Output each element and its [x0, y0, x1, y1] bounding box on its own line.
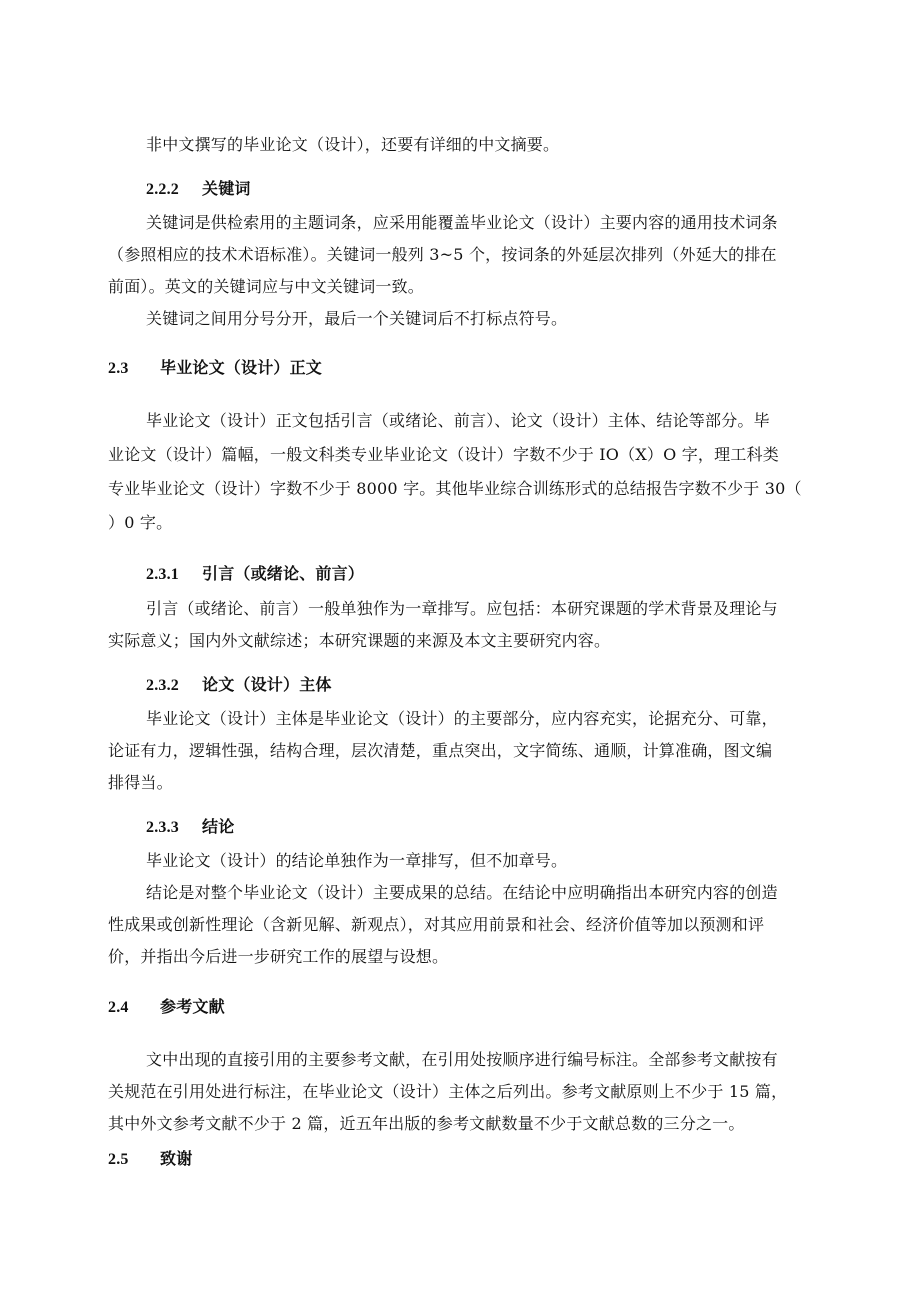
section-heading [108, 1148, 192, 1171]
section-heading [146, 178, 251, 201]
paragraph-line: 排得当。 [108, 773, 173, 792]
paragraph-line: 毕业论文（设计）的结论单独作为一章排写，但不加章号。 [146, 851, 568, 870]
section-heading [146, 674, 332, 697]
section-title: 毕业论文（设计）正文 [160, 358, 323, 377]
paragraph-line: 毕业论文（设计）正文包括引言（或绪论、前言）、论文（设计）主体、结论等部分。毕 [146, 411, 770, 430]
paragraph-line: 文中出现的直接引用的主要参考文献，在引用处按顺序进行编号标注。全部参考文献按有 [146, 1050, 778, 1069]
paragraph-line: ）0 字。 [108, 513, 173, 532]
paragraph-line: 其中外文参考文献不少于 2 篇，近五年出版的参考文献数量不少于文献总数的三分之一。 [108, 1114, 745, 1133]
section-title: 参考文献 [160, 997, 225, 1016]
paragraph-line: 关键词是供检索用的主题词条，应采用能覆盖毕业论文（设计）主要内容的通用技术词条 [146, 213, 778, 232]
section-heading [108, 996, 225, 1019]
section-heading [146, 816, 234, 839]
section-title: 结论 [202, 817, 235, 836]
section-title: 论文（设计）主体 [202, 675, 332, 694]
paragraph-line: 业论文（设计）篇幅，一般文科类专业毕业论文（设计）字数不少于 IO（X）O 字，理工科类 [108, 445, 779, 464]
paragraph-line: 论证有力，逻辑性强，结构合理，层次清楚，重点突出，文字简练、通顺，计算准确，图文编 [108, 741, 773, 760]
section-number: 2.5 [108, 1151, 129, 1168]
section-number: 2.3 [108, 360, 129, 377]
section-heading [146, 563, 364, 586]
section-title: 引言（或绪论、前言） [202, 564, 365, 583]
section-number: 2.4 [108, 999, 129, 1016]
paragraph-line: 性成果或创新性理论（含新见解、新观点），对其应用前景和社会、经济价值等加以预测和评 [108, 915, 765, 934]
paragraph-line: 专业毕业论文（设计）字数不少于 8000 字。其他毕业综合训练形式的总结报告字数不少于 30（ [108, 479, 802, 498]
paragraph-line: 非中文撰写的毕业论文（设计），还要有详细的中文摘要。 [146, 135, 560, 154]
paragraph-line: 价，并指出今后进一步研究工作的展望与设想。 [108, 947, 449, 966]
paragraph-line: 前面）。英文的关键词应与中文关键词一致。 [108, 277, 425, 296]
section-number: 2.3.3 [146, 819, 179, 836]
paragraph-line: （参照相应的技术术语标准）。关键词一般列 3~5 个，按词条的外延层次排列（外延大的排在 [108, 245, 777, 264]
section-title: 致谢 [160, 1149, 193, 1168]
section-number: 2.3.1 [146, 566, 179, 583]
paragraph-line: 关规范在引用处进行标注，在毕业论文（设计）主体之后列出。参考文献原则上不少于 15 篇， [108, 1082, 788, 1101]
paragraph-line: 关键词之间用分号分开，最后一个关键词后不打标点符号。 [146, 309, 568, 328]
paragraph-line: 结论是对整个毕业论文（设计）主要成果的总结。在结论中应明确指出本研究内容的创造 [146, 883, 778, 902]
section-number: 2.2.2 [146, 181, 179, 198]
section-title: 关键词 [202, 179, 251, 198]
paragraph-line: 引言（或绪论、前言）一般单独作为一章排写。应包括：本研究课题的学术背景及理论与 [146, 599, 778, 618]
section-heading [108, 357, 322, 380]
paragraph-line: 毕业论文（设计）主体是毕业论文（设计）的主要部分，应内容充实，论据充分、可靠， [146, 709, 778, 728]
paragraph-line: 实际意义；国内外文献综述；本研究课题的来源及本文主要研究内容。 [108, 631, 611, 650]
section-number: 2.3.2 [146, 677, 179, 694]
